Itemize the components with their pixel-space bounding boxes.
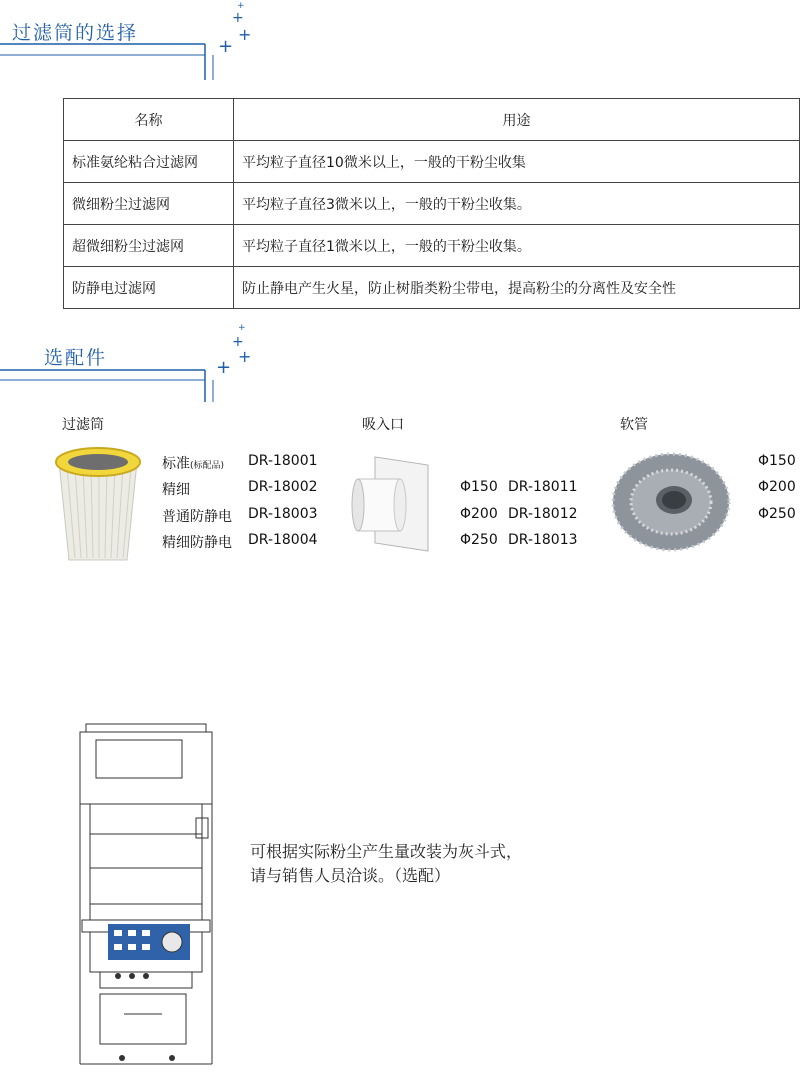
label-filter-cartridge: 过滤筒 xyxy=(62,417,104,433)
hose-size: Φ150 xyxy=(758,453,796,469)
dust-collector-drawing xyxy=(72,718,222,1082)
cartridge-note: (标配品) xyxy=(190,461,225,471)
intake-image xyxy=(350,455,432,555)
filter-usage: 防止静电产生火星，防止树脂类粉尘带电，提高粉尘的分离性及安全性 xyxy=(234,267,800,309)
label-hose: 软管 xyxy=(620,417,648,433)
filter-usage: 平均粒子直径3微米以上，一般的干粉尘收集。 xyxy=(234,183,800,225)
svg-text:+: + xyxy=(232,10,244,26)
hopper-note-line1: 可根据实际粉尘产生量改装为灰斗式， xyxy=(250,842,523,861)
cartridge-name: 精细防静电 xyxy=(162,535,232,551)
hose-image xyxy=(608,444,734,556)
table-row xyxy=(64,267,800,309)
cartridge-name: 精细 xyxy=(162,482,190,498)
label-intake: 吸入口 xyxy=(362,417,404,433)
title-decoration xyxy=(0,0,270,90)
cartridge-code: DR-18002 xyxy=(248,479,318,495)
table-row xyxy=(64,183,800,225)
table-row xyxy=(64,225,800,267)
intake-size: Φ250 xyxy=(460,532,498,548)
hopper-note-line2: 请与销售人员洽谈。（选配） xyxy=(250,866,451,885)
filter-name: 防静电过滤网 xyxy=(64,267,234,309)
cartridge-name: 标准 xyxy=(162,456,190,472)
table-header-row xyxy=(64,99,800,141)
filter-cartridge-image xyxy=(45,442,145,567)
filter-name: 微细粉尘过滤网 xyxy=(64,183,234,225)
svg-text:+: + xyxy=(237,1,245,11)
svg-text:+: + xyxy=(232,334,244,350)
intake-code: DR-18013 xyxy=(508,532,578,548)
filter-usage: 平均粒子直径10微米以上，一般的干粉尘收集 xyxy=(234,141,800,183)
intake-code: DR-18012 xyxy=(508,506,578,522)
table-row xyxy=(64,141,800,183)
svg-text:+: + xyxy=(238,25,252,44)
filter-name: 超微细粉尘过滤网 xyxy=(64,225,234,267)
intake-size: Φ150 xyxy=(460,479,498,495)
cartridge-code: DR-18004 xyxy=(248,532,318,548)
section-title-accessories: 选配件 xyxy=(44,347,108,369)
header-usage: 用途 xyxy=(234,99,800,141)
svg-text:+: + xyxy=(218,36,234,57)
hose-size: Φ250 xyxy=(758,506,796,522)
intake-size: Φ200 xyxy=(460,506,498,522)
hopper-note xyxy=(250,840,522,888)
filter-selection-table xyxy=(63,98,800,309)
svg-text:+: + xyxy=(238,323,246,333)
svg-text:+: + xyxy=(216,357,232,378)
intake-code: DR-18011 xyxy=(508,479,578,495)
cartridge-name: 普通防静电 xyxy=(162,509,232,525)
cartridge-code: DR-18003 xyxy=(248,506,318,522)
cartridge-item xyxy=(162,453,224,473)
header-name: 名称 xyxy=(64,99,234,141)
cartridge-code: DR-18001 xyxy=(248,453,318,469)
svg-text:+: + xyxy=(238,347,252,366)
filter-usage: 平均粒子直径1微米以上，一般的干粉尘收集。 xyxy=(234,225,800,267)
section-title-filter: 过滤筒的选择 xyxy=(12,22,139,44)
hose-size: Φ200 xyxy=(758,479,796,495)
title-decoration xyxy=(0,318,270,408)
filter-name: 标准氨纶粘合过滤网 xyxy=(64,141,234,183)
